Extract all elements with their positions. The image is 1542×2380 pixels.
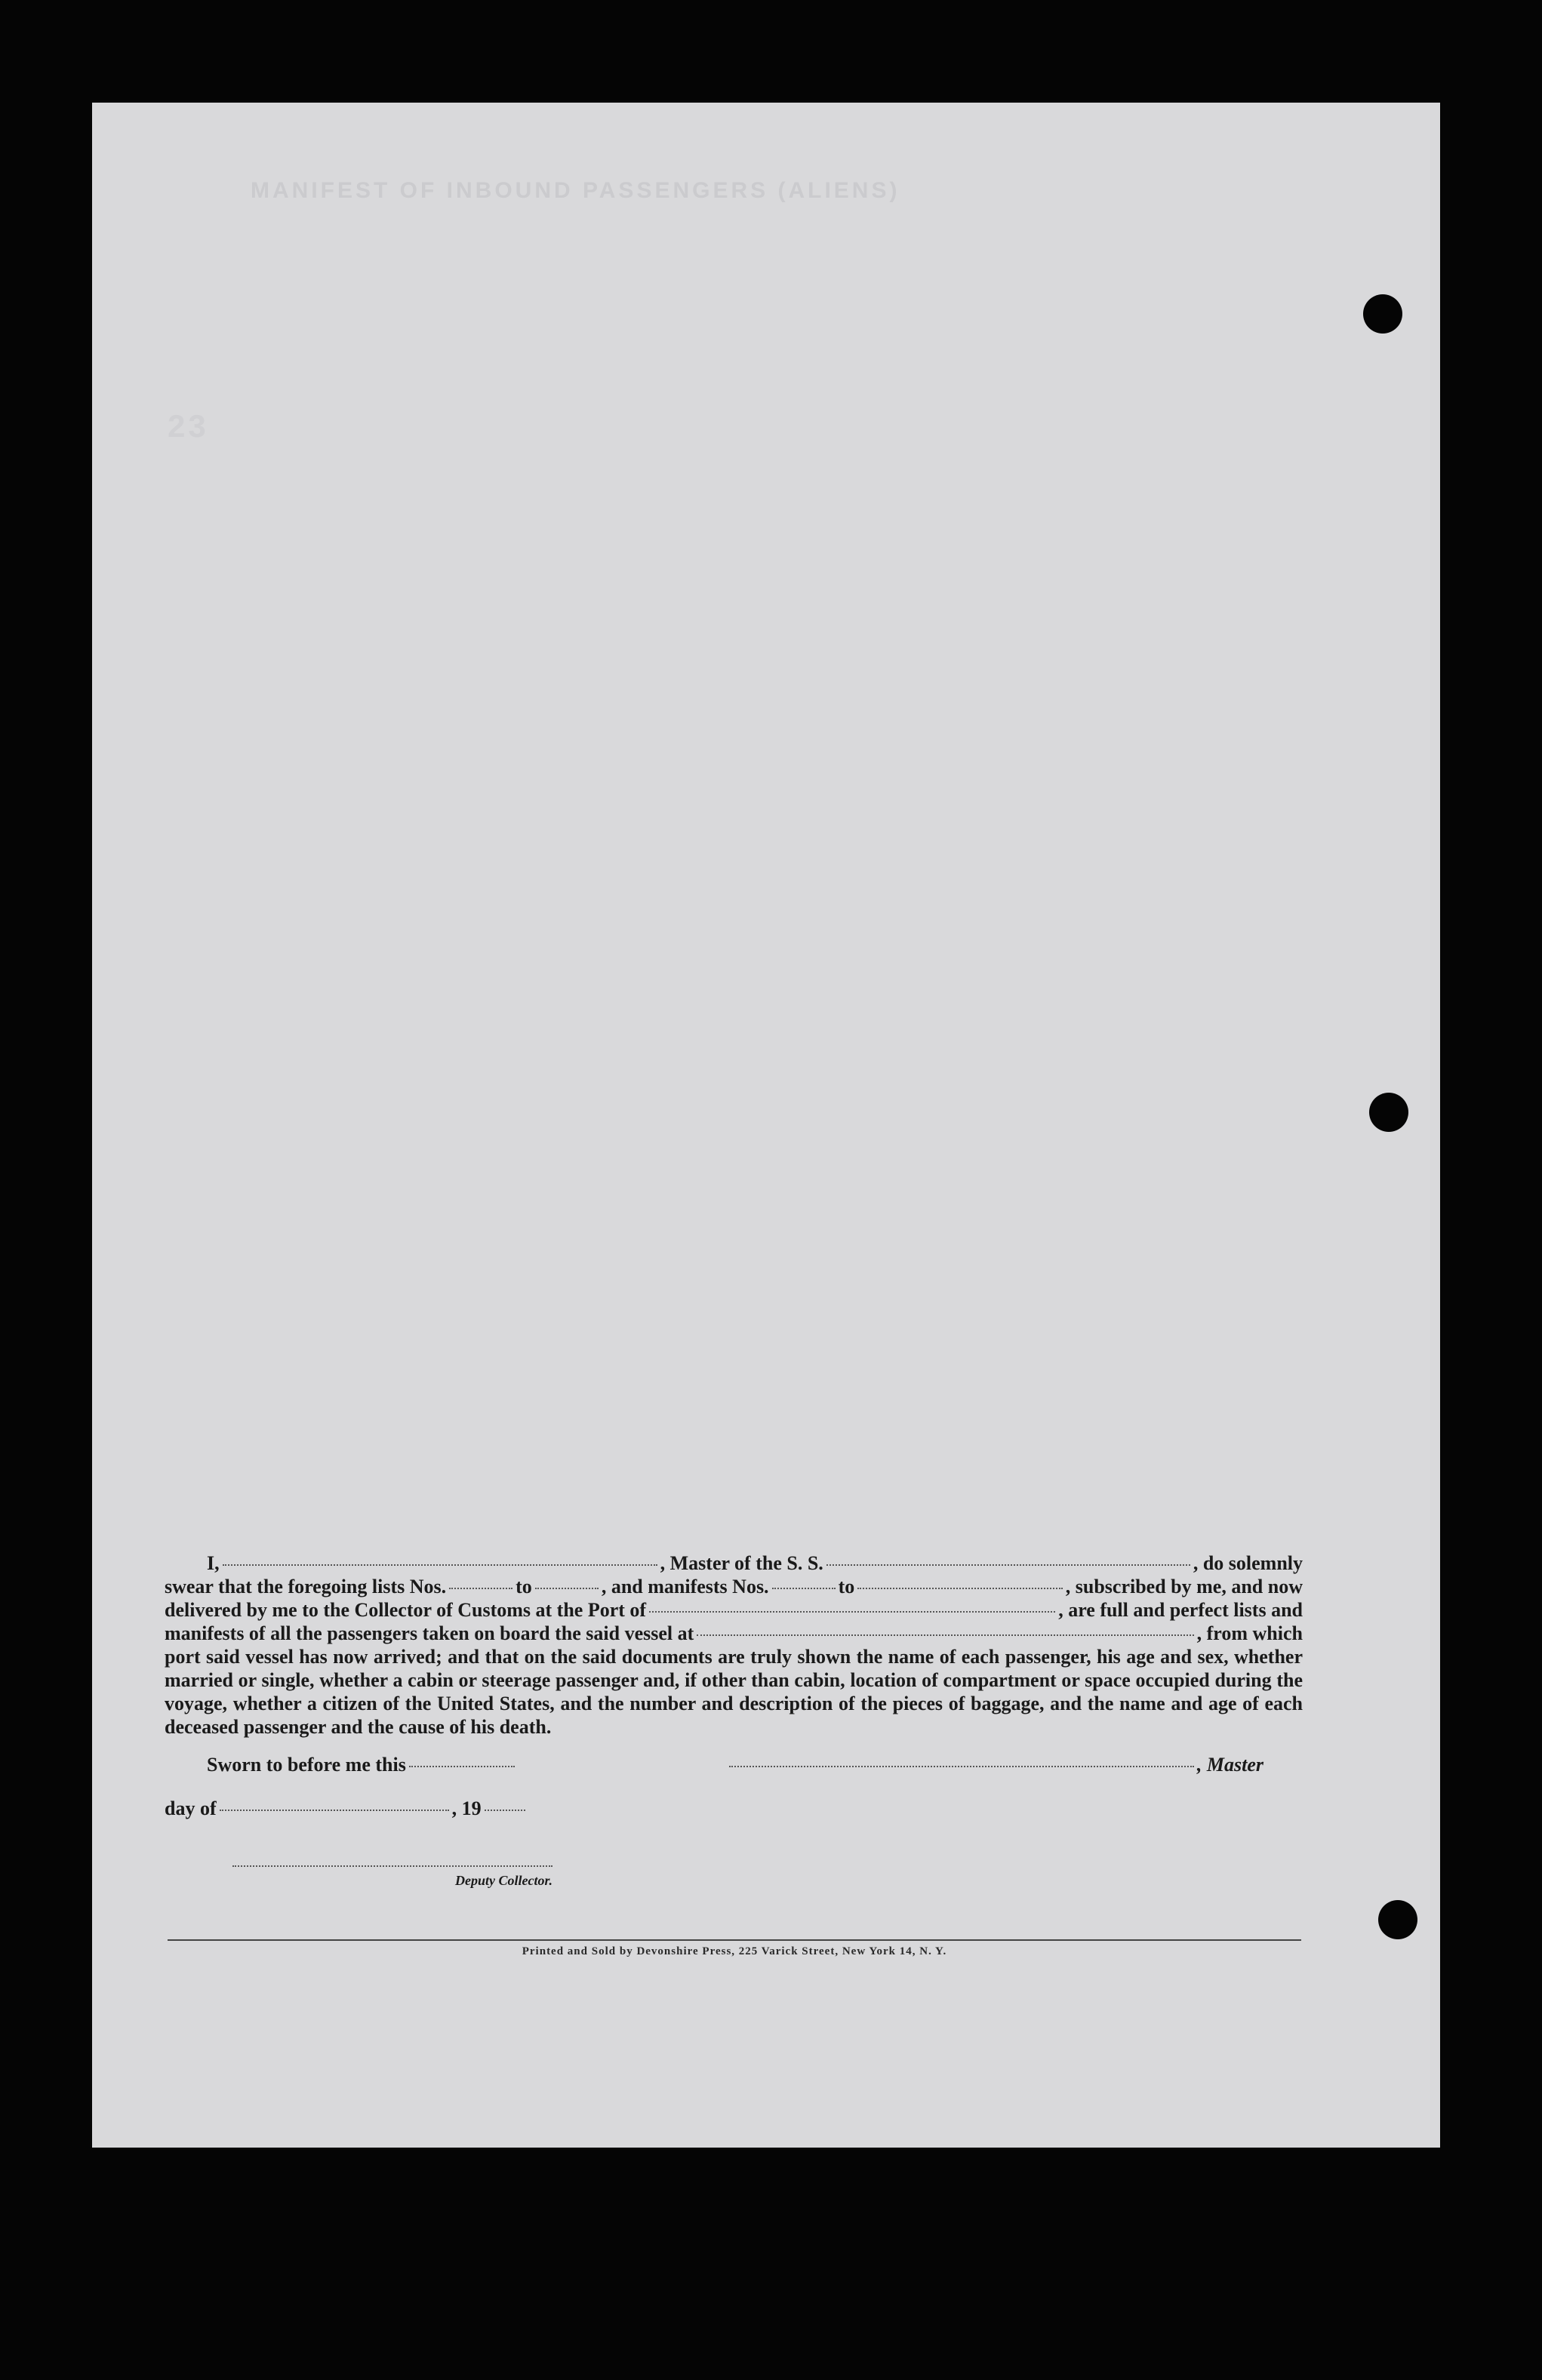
port-field[interactable]: [649, 1611, 1055, 1613]
punch-hole-middle: [1369, 1093, 1408, 1132]
footer-rule: [168, 1939, 1301, 1941]
oath-line-1: [165, 1551, 1303, 1575]
oath-line-2: [165, 1575, 1303, 1598]
oath-text: delivered by me to the Collector of Customs at the Port of: [165, 1599, 647, 1621]
master-name-field[interactable]: [223, 1564, 657, 1566]
oath-text: , from which: [1196, 1622, 1303, 1644]
printer-imprint: Printed and Sold by Devonshire Press, 225 Varick Street, New York 14, N. Y.: [522, 1945, 947, 1957]
month-field[interactable]: [220, 1810, 449, 1811]
deputy-collector-label: Deputy Collector.: [455, 1873, 552, 1888]
oath-paragraph: [165, 1551, 1303, 1739]
oath-text: I,: [207, 1552, 220, 1574]
ship-name-field[interactable]: [826, 1564, 1190, 1566]
oath-text: , subscribed by me, and now: [1065, 1576, 1303, 1597]
oath-text: manifests of all the passengers taken on board the said vessel at: [165, 1622, 694, 1644]
sworn-day-field[interactable]: [409, 1766, 515, 1767]
manifests-from-field[interactable]: [772, 1588, 836, 1589]
manifests-to-field[interactable]: [857, 1588, 1063, 1589]
sworn-label: Sworn to before me this: [207, 1754, 406, 1776]
day-of-label: day of: [165, 1797, 217, 1819]
oath-text: , and manifests Nos.: [601, 1576, 769, 1597]
oath-text: , are full and perfect lists and: [1058, 1599, 1303, 1621]
bleed-through-number: 23: [168, 408, 209, 444]
deputy-signature-field[interactable]: [232, 1865, 552, 1867]
day-row: [165, 1797, 528, 1820]
oath-line-4: [165, 1622, 1303, 1645]
oath-text: , Master of the S. S.: [660, 1552, 823, 1574]
oath-text: to: [838, 1576, 855, 1597]
oath-body: port said vessel has now arrived; and that on the said documents are truly shown the name of each passenger, his age and sex, whether married or single, whether a cabin or steerage passenger and, if other than cabin, location of compartment or space occupied during the voyage, whether a citizen of the United States, and the number and description of the pieces of baggage, and the name and age of each deceased passenger and the cause of his death.: [165, 1646, 1303, 1738]
master-label: , Master: [1196, 1754, 1263, 1776]
oath-text: to: [516, 1576, 532, 1597]
year-field[interactable]: [485, 1810, 525, 1811]
oath-text: , do solemnly: [1193, 1552, 1303, 1574]
departure-port-field[interactable]: [697, 1634, 1193, 1636]
oath-text: swear that the foregoing lists Nos.: [165, 1576, 447, 1597]
lists-to-field[interactable]: [535, 1588, 599, 1589]
oath-line-3: [165, 1598, 1303, 1622]
master-signature-field[interactable]: [729, 1766, 1194, 1767]
sworn-row: [165, 1754, 1303, 1776]
lists-from-field[interactable]: [449, 1588, 512, 1589]
year-label: , 19: [451, 1797, 482, 1819]
punch-hole-bottom: [1378, 1900, 1417, 1939]
punch-hole-top: [1363, 294, 1402, 334]
manifest-page: [92, 103, 1440, 2148]
bleed-through-title: MANIFEST OF INBOUND PASSENGERS (ALIENS): [251, 178, 900, 203]
